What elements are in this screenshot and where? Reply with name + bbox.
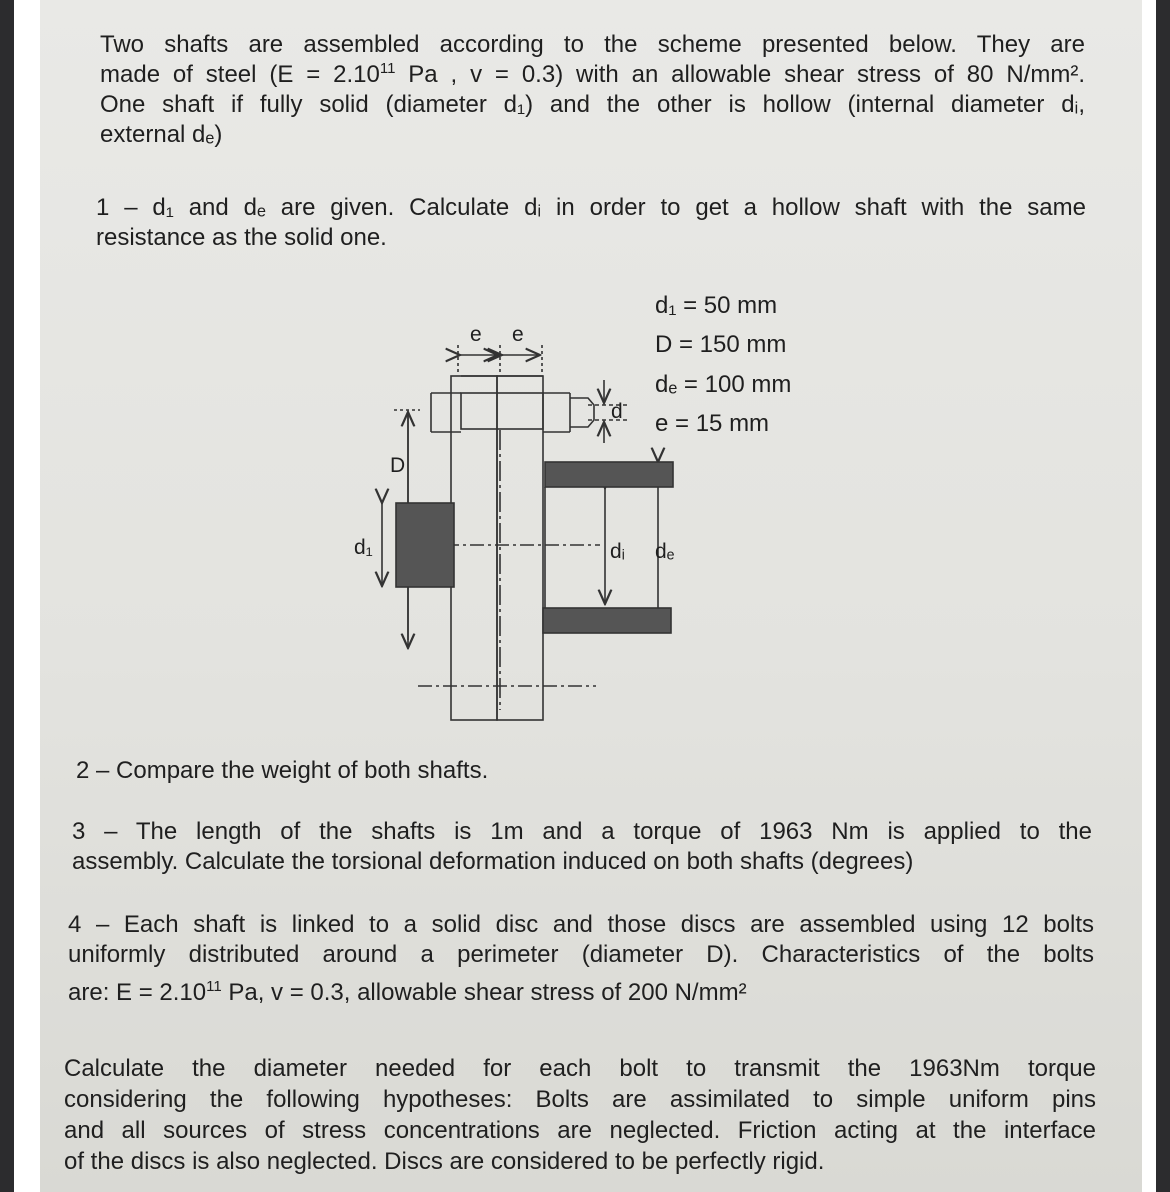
question-3-line-1: 3 – The length of the shafts is 1m and a torque of 1963 Nm is applied to the: [72, 818, 1092, 845]
label-e-1: e: [470, 323, 482, 346]
label-e-2: e: [512, 323, 524, 346]
question-4-line-2: uniformly distributed around a perimeter (diameter D). Characteristics of the bolts: [68, 941, 1094, 968]
label-di: dᵢ: [610, 540, 625, 563]
question-4-bolts-line-4: of the discs is also neglected. Discs are considered to be perfectly rigid.: [64, 1148, 825, 1175]
question-3-line-2: assembly. Calculate the torsional deformation induced on both shafts (degrees): [72, 848, 914, 875]
hollow-shaft-top-wall: [545, 462, 673, 487]
given-d1: d₁ = 50 mm: [655, 292, 778, 319]
label-de: dₑ: [655, 540, 675, 563]
intro-line-2: made of steel ($E = 2.10^{11}$ Pa , v = 0.3) with an allowable shear stress of 80 N/mm².: [100, 60, 1086, 88]
label-d: d: [611, 400, 623, 423]
given-D: D = 150 mm: [655, 331, 787, 358]
label-d1: d₁: [354, 536, 373, 559]
question-1-line-2: resistance as the solid one.: [96, 224, 387, 251]
question-3: [72, 817, 1092, 877]
question-4-bolts-line-3: and all sources of stress concentrations are neglected. Friction acting at the interface: [64, 1117, 1096, 1144]
intro-line-1: Two shafts are assembled according to the scheme presented below. They are: [100, 31, 1085, 58]
bolt-tip: [570, 398, 594, 427]
question-4: [68, 910, 1094, 1008]
question-1-line-1: 1 – d₁ and dₑ are given. Calculate dᵢ in order to get a hollow shaft with the same: [96, 194, 1086, 221]
question-2: [76, 756, 1076, 786]
question-2-line-1: 2 – Compare the weight of both shafts.: [76, 757, 489, 784]
disc-left: [451, 376, 497, 720]
question-4-bolts-line-2: considering the following hypotheses: Bolts are assimilated to simple uniform pins: [64, 1086, 1096, 1113]
question-4-bolts: [64, 1053, 1096, 1177]
label-D: D: [390, 454, 406, 477]
question-4-line-1: 4 – Each shaft is linked to a solid disc and those discs are assembled using 12 bolts: [68, 911, 1094, 938]
given-de: dₑ = 100 mm: [655, 371, 792, 398]
question-4-bolts-line-1: Calculate the diameter needed for each bolt to transmit the 1963Nm torque: [64, 1055, 1096, 1082]
given-e: e = 15 mm: [655, 410, 770, 437]
hollow-shaft-bottom-wall: [543, 608, 671, 633]
intro-line-4: external dₑ): [100, 121, 223, 148]
disc-right: [497, 376, 543, 720]
question-4-line-3: are: $E = 2.10^{11}$ Pa, v = 0.3, allowable shear stress of 200 N/mm²: [68, 978, 747, 1006]
bolt-body: [461, 393, 543, 429]
intro-line-3: One shaft if fully solid (diameter d₁) and the other is hollow (internal diameter dᵢ,: [100, 91, 1085, 118]
solid-shaft: [396, 503, 454, 587]
